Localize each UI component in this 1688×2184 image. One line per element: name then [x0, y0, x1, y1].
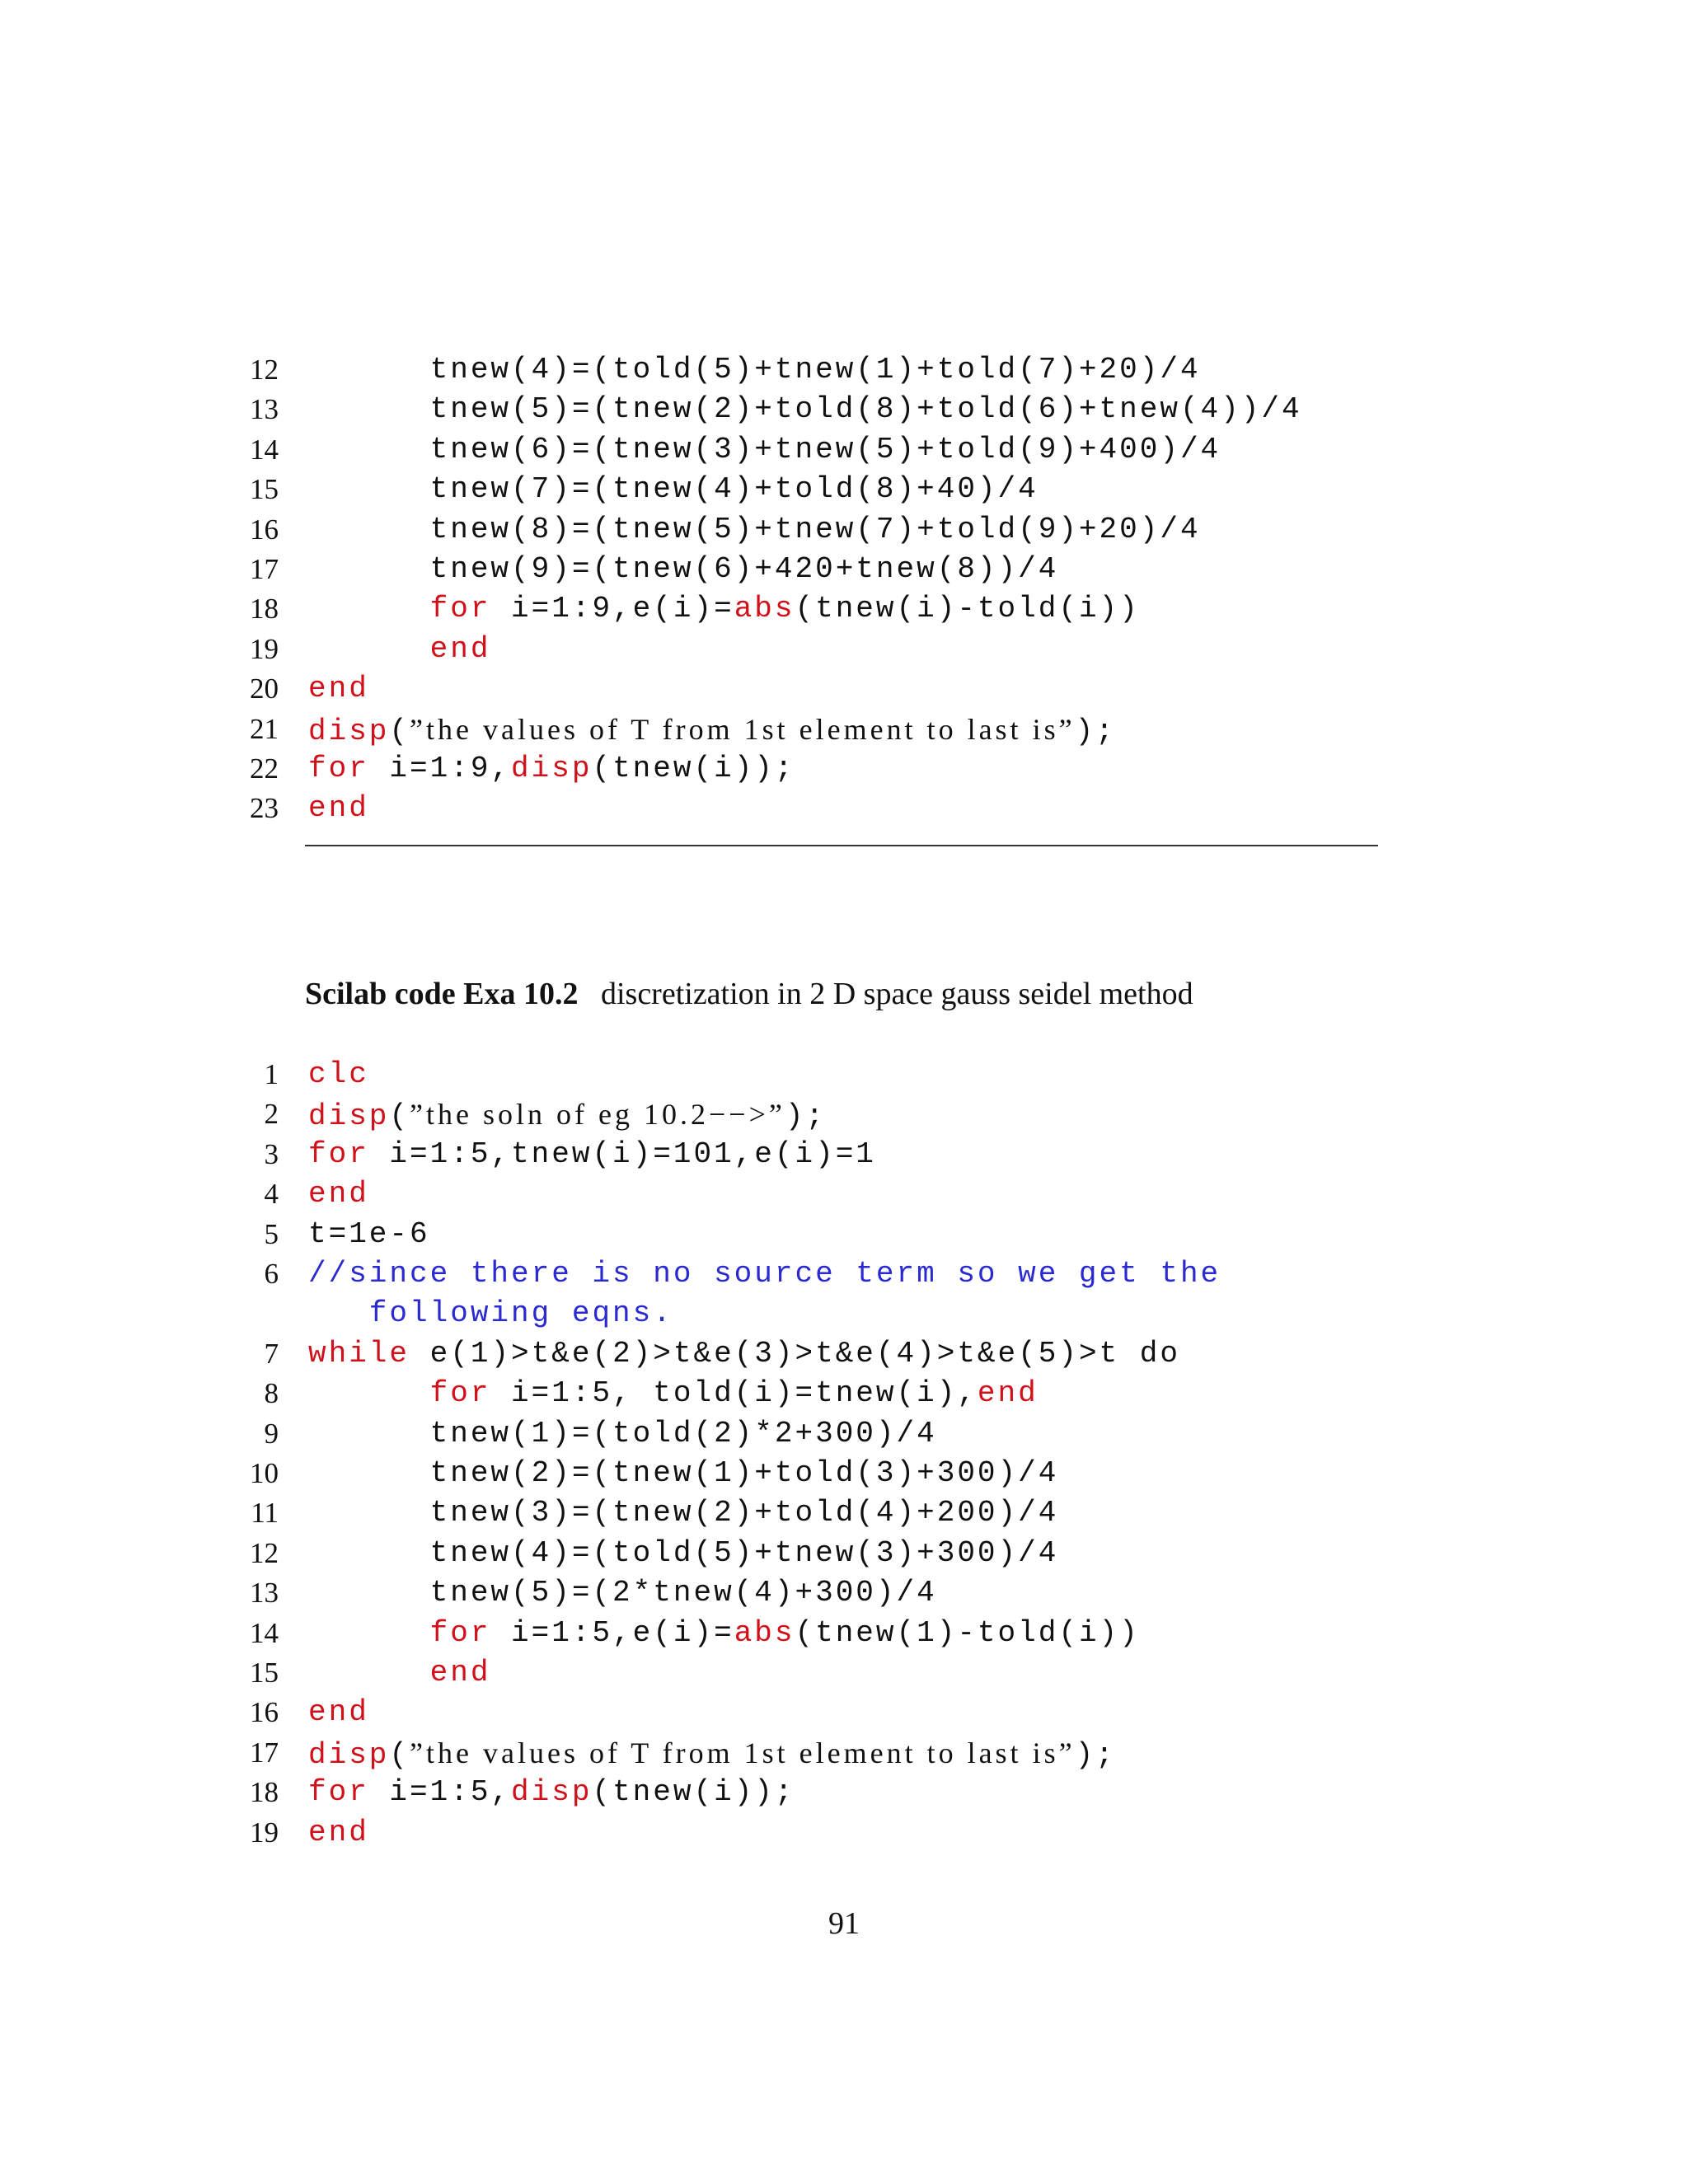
line-number: 15 — [250, 1657, 279, 1689]
code-text — [308, 1174, 369, 1214]
line-number: 21 — [250, 712, 279, 745]
code-function: disp — [308, 1099, 390, 1134]
code-text — [308, 1493, 1058, 1533]
code-string: ”the values of T from 1st element to last is” — [410, 712, 1076, 746]
line-number: 19 — [250, 632, 279, 665]
code-text — [308, 1573, 937, 1613]
line-number: 17 — [250, 553, 279, 585]
code-line — [0, 390, 1688, 429]
code-token: tnew(1)=(told(2)*2+300)/4 — [308, 1416, 937, 1451]
code-line — [0, 1534, 1688, 1573]
code-token: tnew(8)=(tnew(5)+tnew(7)+told(9)+20)/4 — [308, 512, 1201, 546]
code-keyword: for — [308, 1775, 369, 1810]
code-text — [308, 1414, 937, 1454]
code-token: ( — [389, 1737, 410, 1772]
code-token — [308, 632, 430, 666]
code-token: i=1:5, — [368, 1775, 512, 1810]
code-keyword: end — [429, 631, 491, 666]
code-text — [308, 1294, 673, 1333]
code-token: ( — [389, 1099, 410, 1134]
code-text — [308, 710, 1116, 752]
code-function: abs — [734, 1615, 795, 1650]
code-keyword: end — [977, 1376, 1039, 1411]
code-line — [0, 710, 1688, 749]
code-line — [0, 1254, 1688, 1294]
code-string: ”the soln of eg 10.2−−>” — [410, 1098, 785, 1132]
code-line — [0, 1733, 1688, 1773]
code-token: ( — [389, 714, 410, 748]
code-token: i=1:9,e(i)= — [490, 592, 734, 626]
code-token — [308, 592, 430, 626]
code-text — [308, 350, 1201, 390]
code-text — [308, 1215, 430, 1254]
code-token: tnew(2)=(tnew(1)+told(3)+300)/4 — [308, 1456, 1059, 1490]
code-line — [0, 1334, 1688, 1374]
line-number: 12 — [250, 1536, 279, 1569]
code-token — [308, 1656, 430, 1690]
code-line — [0, 1215, 1688, 1254]
code-token: tnew(5)=(tnew(2)+told(8)+told(6)+tnew(4))/4 — [308, 392, 1302, 427]
code-keyword: for — [308, 1137, 369, 1171]
code-function: abs — [734, 592, 795, 626]
code-token: tnew(5)=(2*tnew(4)+300)/4 — [308, 1576, 937, 1610]
code-token — [308, 1376, 430, 1410]
code-text — [308, 1094, 826, 1137]
code-token: tnew(3)=(tnew(2)+told(4)+200)/4 — [308, 1496, 1059, 1530]
code-token: (tnew(1)-told(i)) — [795, 1615, 1140, 1650]
line-number: 23 — [250, 792, 279, 825]
line-number: 6 — [264, 1258, 279, 1290]
code-text — [308, 1534, 1058, 1573]
code-keyword: for — [308, 752, 369, 785]
line-number: 15 — [250, 473, 279, 506]
code-text — [308, 470, 1039, 509]
code-function: disp — [511, 752, 593, 785]
code-text — [308, 630, 490, 669]
code-token: ); — [1075, 1737, 1116, 1772]
code-text — [308, 1334, 1180, 1374]
code-keyword: end — [308, 672, 369, 706]
code-text — [308, 510, 1201, 550]
code-token: ); — [785, 1099, 827, 1134]
line-number: 19 — [250, 1816, 279, 1849]
code-token: i=1:9, — [368, 752, 512, 785]
code-line — [0, 1454, 1688, 1493]
line-number: 13 — [250, 393, 279, 426]
code-keyword: end — [308, 1177, 369, 1212]
code-token: (tnew(i)-told(i)) — [795, 592, 1140, 626]
code-token: i=1:5,e(i)= — [490, 1615, 734, 1650]
code-text — [308, 669, 369, 709]
code-line — [0, 1294, 1688, 1333]
page-number: 91 — [828, 1906, 860, 1941]
code-function: clc — [308, 1057, 369, 1091]
code-line — [0, 1094, 1688, 1134]
line-number: 10 — [250, 1457, 279, 1489]
code-text — [308, 430, 1221, 470]
code-line — [0, 350, 1688, 390]
line-number: 1 — [264, 1058, 279, 1090]
code-line — [0, 1174, 1688, 1214]
code-token: tnew(6)=(tnew(3)+tnew(5)+told(9)+400)/4 — [308, 432, 1221, 466]
line-number: 11 — [251, 1497, 279, 1530]
code-line — [0, 1773, 1688, 1812]
code-text — [308, 789, 369, 828]
code-text — [308, 1653, 490, 1693]
code-function: disp — [308, 1737, 390, 1772]
code-line — [0, 789, 1688, 828]
line-number: 22 — [250, 752, 279, 785]
code-token: e(1)>t&e(2)>t&e(3)>t&e(4)>t&e(5)>t do — [410, 1336, 1180, 1371]
caption-label: Scilab code Exa 10.2 — [305, 977, 579, 1011]
code-line — [0, 630, 1688, 669]
line-number: 3 — [264, 1137, 279, 1170]
code-text — [308, 1454, 1058, 1493]
code-line — [0, 1653, 1688, 1693]
code-comment: following eqns. — [308, 1296, 673, 1331]
code-text — [308, 749, 795, 789]
code-text — [308, 550, 1058, 589]
line-number: 16 — [250, 1696, 279, 1729]
line-number: 8 — [264, 1377, 279, 1410]
code-token: i=1:5,tnew(i)=101,e(i)=1 — [368, 1137, 876, 1171]
line-number: 5 — [264, 1217, 279, 1250]
line-number: 16 — [250, 513, 279, 546]
code-line — [0, 1813, 1688, 1853]
code-function: disp — [511, 1775, 593, 1810]
code-string: ”the values of T from 1st element to last is” — [410, 1736, 1076, 1769]
code-line — [0, 510, 1688, 550]
code-line — [0, 550, 1688, 589]
line-number: 2 — [264, 1098, 279, 1131]
code-keyword: for — [429, 592, 491, 626]
code-text — [308, 1614, 1140, 1653]
code-function: disp — [308, 714, 390, 748]
line-number: 20 — [250, 673, 279, 705]
code-text — [308, 589, 1140, 629]
caption-text: discretization in 2 D space gauss seidel method — [600, 977, 1193, 1011]
code-text — [308, 1374, 1039, 1413]
code-token: t=1e-6 — [308, 1216, 430, 1251]
code-line — [0, 470, 1688, 509]
code-keyword: for — [429, 1376, 491, 1411]
code-text — [308, 390, 1302, 429]
line-number: 9 — [264, 1417, 279, 1450]
line-number: 18 — [250, 593, 279, 626]
code-line — [0, 1055, 1688, 1094]
code-token — [308, 1616, 430, 1650]
code-text — [308, 1254, 1221, 1294]
line-number: 13 — [250, 1577, 279, 1610]
line-number: 14 — [250, 433, 279, 466]
line-number: 14 — [250, 1616, 279, 1649]
code-comment: //since there is no source term so we get the — [308, 1257, 1221, 1291]
code-token: (tnew(i)); — [592, 1775, 795, 1810]
code-line — [0, 430, 1688, 470]
code-text — [308, 1773, 795, 1812]
code-keyword: end — [308, 791, 369, 826]
code-token: tnew(4)=(told(5)+tnew(1)+told(7)+20)/4 — [308, 353, 1201, 387]
code-token: tnew(7)=(tnew(4)+told(8)+40)/4 — [308, 472, 1039, 507]
code-line — [0, 749, 1688, 789]
code-text — [308, 1733, 1116, 1775]
line-number: 7 — [264, 1337, 279, 1370]
code-token: i=1:5, told(i)=tnew(i), — [490, 1376, 978, 1411]
code-line — [0, 1414, 1688, 1454]
code-token: ); — [1075, 714, 1116, 748]
code-keyword: while — [308, 1336, 410, 1371]
listing-divider — [305, 845, 1378, 846]
code-line — [0, 1493, 1688, 1533]
line-number: 12 — [250, 354, 279, 386]
line-number: 17 — [250, 1736, 279, 1769]
code-keyword: end — [429, 1656, 491, 1690]
line-number: 18 — [250, 1776, 279, 1809]
code-text — [308, 1055, 369, 1094]
code-text — [308, 1813, 369, 1853]
code-line — [0, 1573, 1688, 1613]
code-line — [0, 669, 1688, 709]
code-token: tnew(9)=(tnew(6)+420+tnew(8))/4 — [308, 552, 1059, 586]
code-keyword: end — [308, 1695, 369, 1730]
code-line — [0, 1135, 1688, 1174]
code-line — [0, 1374, 1688, 1413]
listing-caption — [305, 974, 1193, 1014]
code-token: tnew(4)=(told(5)+tnew(3)+300)/4 — [308, 1535, 1059, 1570]
line-number: 4 — [264, 1178, 279, 1211]
code-keyword: end — [308, 1815, 369, 1849]
code-line — [0, 589, 1688, 629]
code-keyword: for — [429, 1615, 491, 1650]
code-line — [0, 1693, 1688, 1732]
code-token: (tnew(i)); — [592, 752, 795, 785]
code-line — [0, 1614, 1688, 1653]
code-text — [308, 1135, 876, 1174]
code-text — [308, 1693, 369, 1732]
